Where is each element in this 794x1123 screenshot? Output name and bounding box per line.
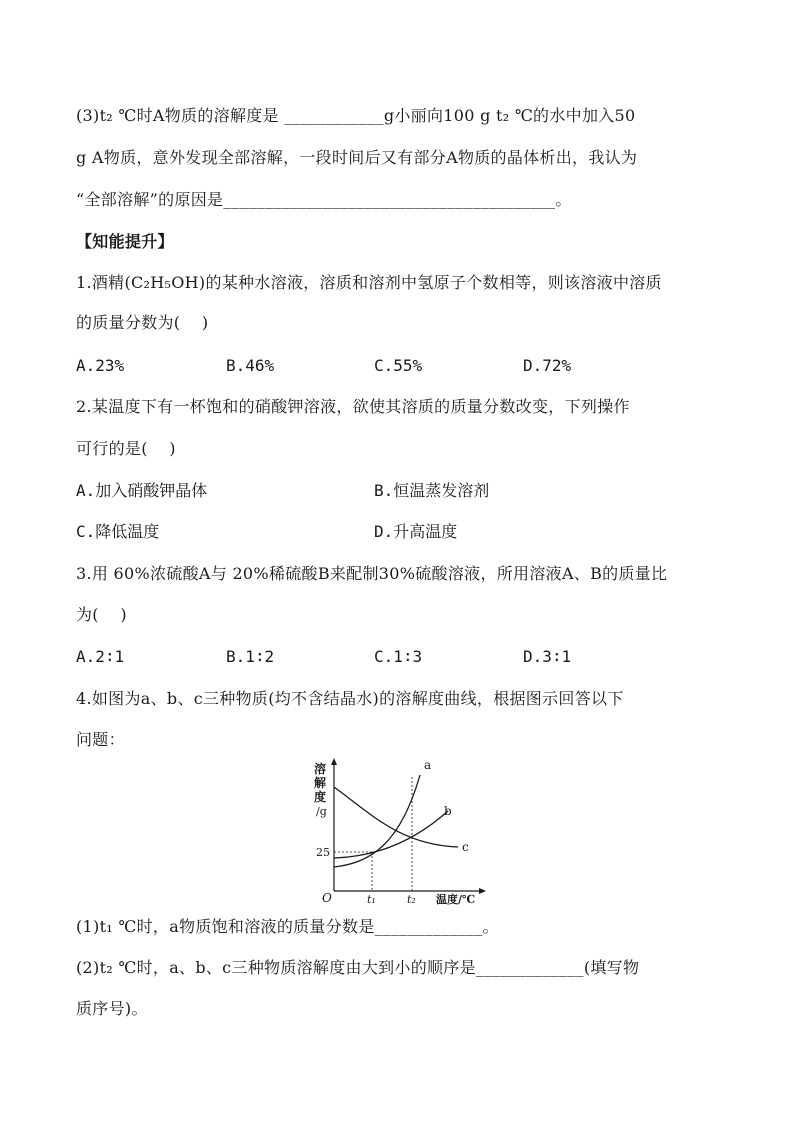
q2-option-d: D.升高温度 — [374, 522, 458, 541]
q3b-option-b: B.1∶2 — [226, 647, 275, 666]
q3b-option-c: C.1∶3 — [374, 647, 423, 666]
q1-option-b: B.46% — [226, 356, 275, 375]
q3b-line1: 3.用 60%浓硫酸A与 20%稀硫酸B来配制30%硫酸溶液，所用溶液A、B的质量比 — [76, 564, 668, 583]
y-tick-25: 25 — [316, 846, 330, 859]
q3b-option-d: D.3∶1 — [523, 647, 572, 666]
q1-option-c: C.55% — [374, 356, 423, 375]
y-axis-label-1: 溶 — [314, 762, 327, 776]
q2-option-c: C.降低温度 — [76, 522, 160, 541]
q3-line1: (3)t₂ ℃时A物质的溶解度是 ____________g小丽向100 g t₂ ℃的水中加入50 — [76, 106, 636, 125]
q4-line2: 问题： — [76, 730, 125, 749]
section-title: 【知能提升】 — [76, 232, 174, 251]
curve-b — [334, 811, 448, 858]
x-axis-arrow — [479, 888, 486, 894]
y-axis-label-3: 度 — [314, 790, 327, 804]
q1-line1: 1.酒精(C₂H₅OH)的某种水溶液，溶质和溶剂中氢原子个数相等，则该溶液中溶质 — [76, 273, 662, 292]
x-axis-label: 温度/℃ — [436, 893, 476, 905]
q4-sub2-line1: (2)t₂ ℃时，a、b、c三种物质溶解度由大到小的顺序是_____________(填写物 — [76, 958, 640, 977]
solubility-chart — [300, 755, 500, 905]
x-tick-t2: t₂ — [407, 893, 416, 905]
q2-option-a: A.加入硝酸钾晶体 — [76, 481, 208, 500]
q3-line2: g A物质，意外发现全部溶解，一段时间后又有部分A物质的晶体析出，我认为 — [76, 148, 638, 167]
q3-line3: “全部溶解”的原因是________________________________________。 — [76, 190, 572, 209]
y-axis-label-4: /g — [316, 805, 327, 818]
q1-line2: 的质量分数为( ) — [76, 313, 209, 332]
curve-a — [334, 775, 420, 867]
q1-option-a: A.23% — [76, 356, 125, 375]
curve-a-label: a — [424, 758, 432, 772]
origin-label: O — [322, 891, 332, 905]
x-tick-t1: t₁ — [367, 893, 376, 905]
q2-line1: 2.某温度下有一杯饱和的硝酸钾溶液，欲使其溶质的质量分数改变，下列操作 — [76, 397, 630, 416]
q3b-line2: 为( ) — [76, 605, 127, 624]
y-axis-arrow — [331, 758, 337, 765]
q4-line1: 4.如图为a、b、c三种物质(均不含结晶水)的溶解度曲线，根据图示回答以下 — [76, 689, 624, 708]
q3b-option-a: A.2∶1 — [76, 647, 125, 666]
q2-option-b: B.恒温蒸发溶剂 — [374, 481, 490, 500]
q4-sub1: (1)t₁ ℃时，a物质饱和溶液的质量分数是_____________。 — [76, 917, 499, 936]
curve-c — [334, 787, 458, 847]
curve-b-label: b — [444, 804, 452, 818]
curve-c-label: c — [462, 840, 469, 854]
y-axis-label-2: 解 — [314, 776, 327, 790]
q2-line2: 可行的是( ) — [76, 439, 176, 458]
q4-sub2-line2: 质序号)。 — [76, 999, 148, 1018]
q1-option-d: D.72% — [523, 356, 572, 375]
